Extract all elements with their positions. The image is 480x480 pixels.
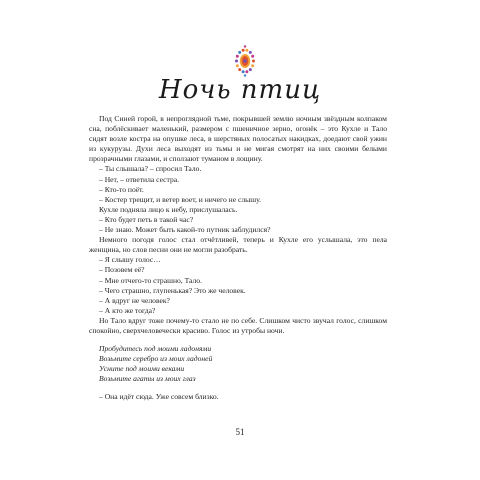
ornament-petal [245, 49, 248, 52]
ornament-petal [249, 51, 252, 54]
dialogue-line: – Нет, – ответила сестра. [99, 174, 180, 184]
dialogue-line: – А кто же тогда? [99, 305, 156, 315]
dialogue-line: – А вдруг не человек? [99, 295, 170, 305]
ornament-petal [242, 70, 245, 73]
dialogue-line: – Я слышу голос… [99, 255, 161, 265]
song-line: Возьмите агаты из моих глаз [99, 374, 196, 384]
song-line: Усните под моими веками [99, 364, 185, 374]
dialogue-line: – Чего страшно, глупенькая? Это же человек. [99, 285, 246, 295]
ornament-petal [249, 68, 252, 71]
song-verse [89, 344, 387, 384]
ornament-petal [238, 68, 241, 71]
ornament-petal [242, 49, 245, 52]
dialogue-line: – Не знаю. Может быть какой-то путник заблудился? [99, 225, 271, 235]
ornament-petal [238, 51, 241, 54]
page-number: 51 [235, 427, 245, 437]
dialogue-line: – Ты слышала? – спросил Тало. [99, 164, 202, 174]
dialogue-line: – Кто будет петь в такой час? [99, 214, 194, 224]
flower-ornament-icon [232, 44, 258, 78]
ornament-petal [235, 60, 238, 63]
ornament-petal [236, 64, 239, 67]
ornament-petal [236, 55, 239, 58]
dialogue-line: – Кто-то поёт. [99, 184, 144, 194]
paragraph-voice: Немного погодя голос стал отчётливей, теперь и Кухле его услышала, это пела женщина, но слов песни они не могли разобрать. [89, 235, 387, 255]
closing-line: – Она идёт сюда. Уже совсем близко. [99, 392, 219, 402]
song-line: Возьмите серебро из моих ладоней [99, 354, 213, 364]
ornament-petal [245, 70, 248, 73]
ornament-petal [251, 55, 254, 58]
paragraph-unease: Но Тало вдруг тоже почему-то стало не по себе. Слишком чисто звучал голос, слишком спокойно, сверхчеловечески красиво. Голос из утробы ночи. [89, 315, 387, 335]
dialogue-line: – Костер трещит, и ветер воет, и ничего не слышу. [99, 194, 262, 204]
narration-line: Кухле подняла лицо к небу, прислушалась. [99, 204, 238, 214]
chapter-body [89, 114, 387, 403]
dialogue-line: – Позовем её? [99, 265, 145, 275]
song-line: Пробудитесь под моими ладонями [99, 344, 212, 354]
ornament-petal [251, 64, 254, 67]
ornament-petal [252, 60, 255, 63]
paragraph-opening: Под Синей горой, в непроглядной тьме, покрывшей землю ночным звёздным колпаком сна, поблёскивает маленький, размером с пшеничное зерно, огонёк – это Кухле и Тало сидят возле костра на опушке леса, в шерстяных полосатых накидках, доедают свой ужин из кукурузы. Духи леса выходят из тьмы и не мигая смотрят на них своими белыми прозрачными глазами, и сползают туманом в лощину. [89, 114, 387, 164]
chapter-title: Ночь птиц [158, 75, 322, 105]
dialogue-line: – Мне отчего-то страшно, Тало. [99, 275, 202, 285]
